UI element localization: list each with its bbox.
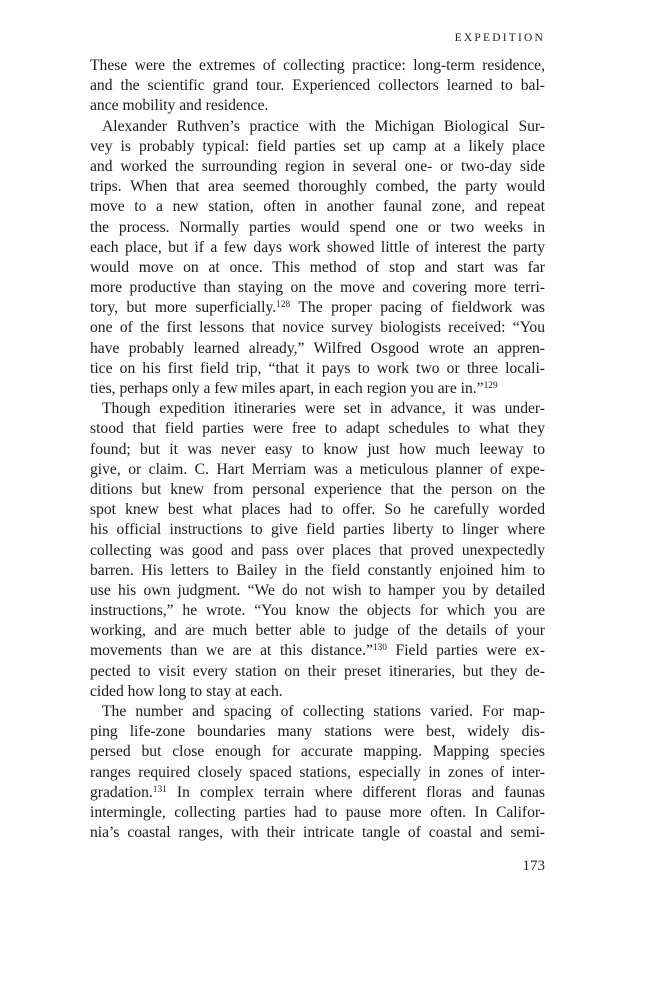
text-line — [90, 662, 545, 682]
page-number: 173 — [522, 858, 545, 874]
line-text: more productive than staying on the move and covering more terri- — [90, 279, 545, 297]
line-text: ties, perhaps only a few miles apart, in each region you are in.” — [90, 380, 484, 397]
line-text: one of the first lessons that novice survey biologists received: “You — [90, 319, 545, 337]
text-line — [90, 137, 545, 157]
line-text: use his own judgment. “We do not wish to hamper you by detailed — [90, 581, 545, 599]
text-line — [90, 117, 545, 137]
text-line — [90, 56, 545, 76]
line-text: ditions but knew from personal experience that the person on the — [90, 480, 545, 498]
text-line — [90, 96, 545, 116]
line-text: movements than we are at this distance.” — [90, 642, 373, 660]
text-line — [90, 177, 545, 197]
text-line — [90, 197, 545, 217]
text-line — [90, 641, 545, 661]
line-text: give, or claim. C. Hart Merriam was a meticulous planner of expe- — [90, 460, 545, 478]
line-text: and the scientific grand tour. Experienced collectors learned to bal- — [90, 77, 545, 95]
line-text: collecting was good and pass over places that proved unexpectedly — [90, 541, 545, 559]
line-text: the process. Normally parties would spend one or two weeks in — [90, 218, 545, 236]
line-text: instructions,” he wrote. “You know the objects for which you are — [90, 602, 545, 620]
running-head: EXPEDITION — [454, 32, 545, 44]
text-line — [90, 339, 545, 359]
text-line — [90, 803, 545, 823]
footnote-marker: 130 — [372, 643, 387, 654]
text-line — [90, 157, 545, 177]
text-line — [90, 480, 545, 500]
line-text: tory, but more superficially. — [90, 299, 277, 317]
text-line — [90, 359, 545, 379]
footnote-marker: 131 — [152, 784, 167, 795]
text-line — [90, 76, 545, 96]
line-text: Though expedition itineraries were set in advance, it was under- — [102, 400, 545, 418]
text-line — [90, 742, 545, 762]
text-line — [90, 581, 545, 601]
text-line — [90, 783, 545, 803]
text-line — [90, 541, 545, 561]
text-line — [90, 278, 545, 298]
line-text: The number and spacing of collecting stations varied. For map- — [102, 703, 545, 720]
text-line — [90, 460, 545, 480]
line-text: his official instructions to give field parties liberty to linger where — [90, 521, 545, 539]
line-text: barren. His letters to Bailey in the field constantly enjoined him to — [90, 561, 545, 579]
line-text: persed but close enough for accurate mapping. Mapping species — [90, 743, 545, 761]
text-line — [90, 318, 545, 338]
text-line — [90, 561, 545, 581]
text-line — [90, 500, 545, 520]
line-text-continued: Field parties were ex- — [386, 642, 545, 660]
footnote-marker: 129 — [483, 380, 498, 391]
line-text: ping life-zone boundaries many stations were best, widely dis- — [90, 723, 545, 741]
line-text: vey is probably typical: field parties set up camp at a likely place — [90, 137, 545, 155]
line-text-continued: In complex terrain where different floras and faunas — [166, 783, 545, 801]
line-text: spot knew best what places had to offer. So he carefully worded — [90, 501, 545, 519]
line-text: working, and are much better able to judge of the details of your — [90, 622, 545, 640]
line-text: each place, but if a few days work showed little of interest the party — [90, 238, 545, 256]
line-text-continued: The proper pacing of fieldwork was — [290, 299, 545, 317]
text-line — [90, 238, 545, 258]
line-text: stood that field parties were free to adapt schedules to what they — [90, 420, 545, 438]
line-text: tice on his first field trip, “that it pays to work two or three locali- — [90, 359, 545, 377]
line-text: move to a new station, often in another faunal zone, and repeat — [90, 198, 545, 216]
line-text: gradation. — [90, 783, 153, 801]
footnote-marker: 128 — [276, 300, 291, 311]
line-text: Alexander Ruthven’s practice with the Michigan Biological Sur- — [102, 117, 545, 135]
text-line — [90, 621, 545, 641]
body-text — [90, 56, 545, 843]
text-line — [90, 722, 545, 742]
text-line — [90, 298, 545, 318]
text-line — [90, 682, 545, 702]
line-text: ance mobility and residence. — [90, 97, 269, 115]
text-line — [90, 258, 545, 278]
line-text: cided how long to stay at each. — [90, 682, 283, 700]
text-line — [90, 520, 545, 540]
text-line — [90, 601, 545, 621]
text-line — [90, 823, 545, 843]
text-line — [90, 763, 545, 783]
line-text: trips. When that area seemed thoroughly combed, the party would — [90, 178, 545, 196]
line-text: found; but it was never easy to know just how much leeway to — [90, 440, 545, 458]
line-text: pected to visit every station on their preset itineraries, but they de- — [90, 662, 545, 680]
text-line — [90, 218, 545, 238]
text-line — [90, 702, 545, 722]
line-text: would move on at once. This method of stop and start was far — [90, 258, 545, 276]
line-text: ranges required closely spaced stations, especially in zones of inter- — [90, 763, 545, 781]
text-line — [90, 440, 545, 460]
text-line — [90, 399, 545, 419]
line-text: have probably learned already,” Wilfred Osgood wrote an appren- — [90, 339, 545, 357]
text-line — [90, 379, 545, 399]
text-line — [90, 419, 545, 439]
line-text: and worked the surrounding region in several one- or two-day side — [90, 157, 545, 175]
line-text: nia’s coastal ranges, with their intricate tangle of coastal and semi- — [90, 824, 545, 842]
line-text: intermingle, collecting parties had to pause more often. In Califor- — [90, 803, 545, 821]
line-text: These were the extremes of collecting practice: long-term residence, — [90, 57, 545, 74]
